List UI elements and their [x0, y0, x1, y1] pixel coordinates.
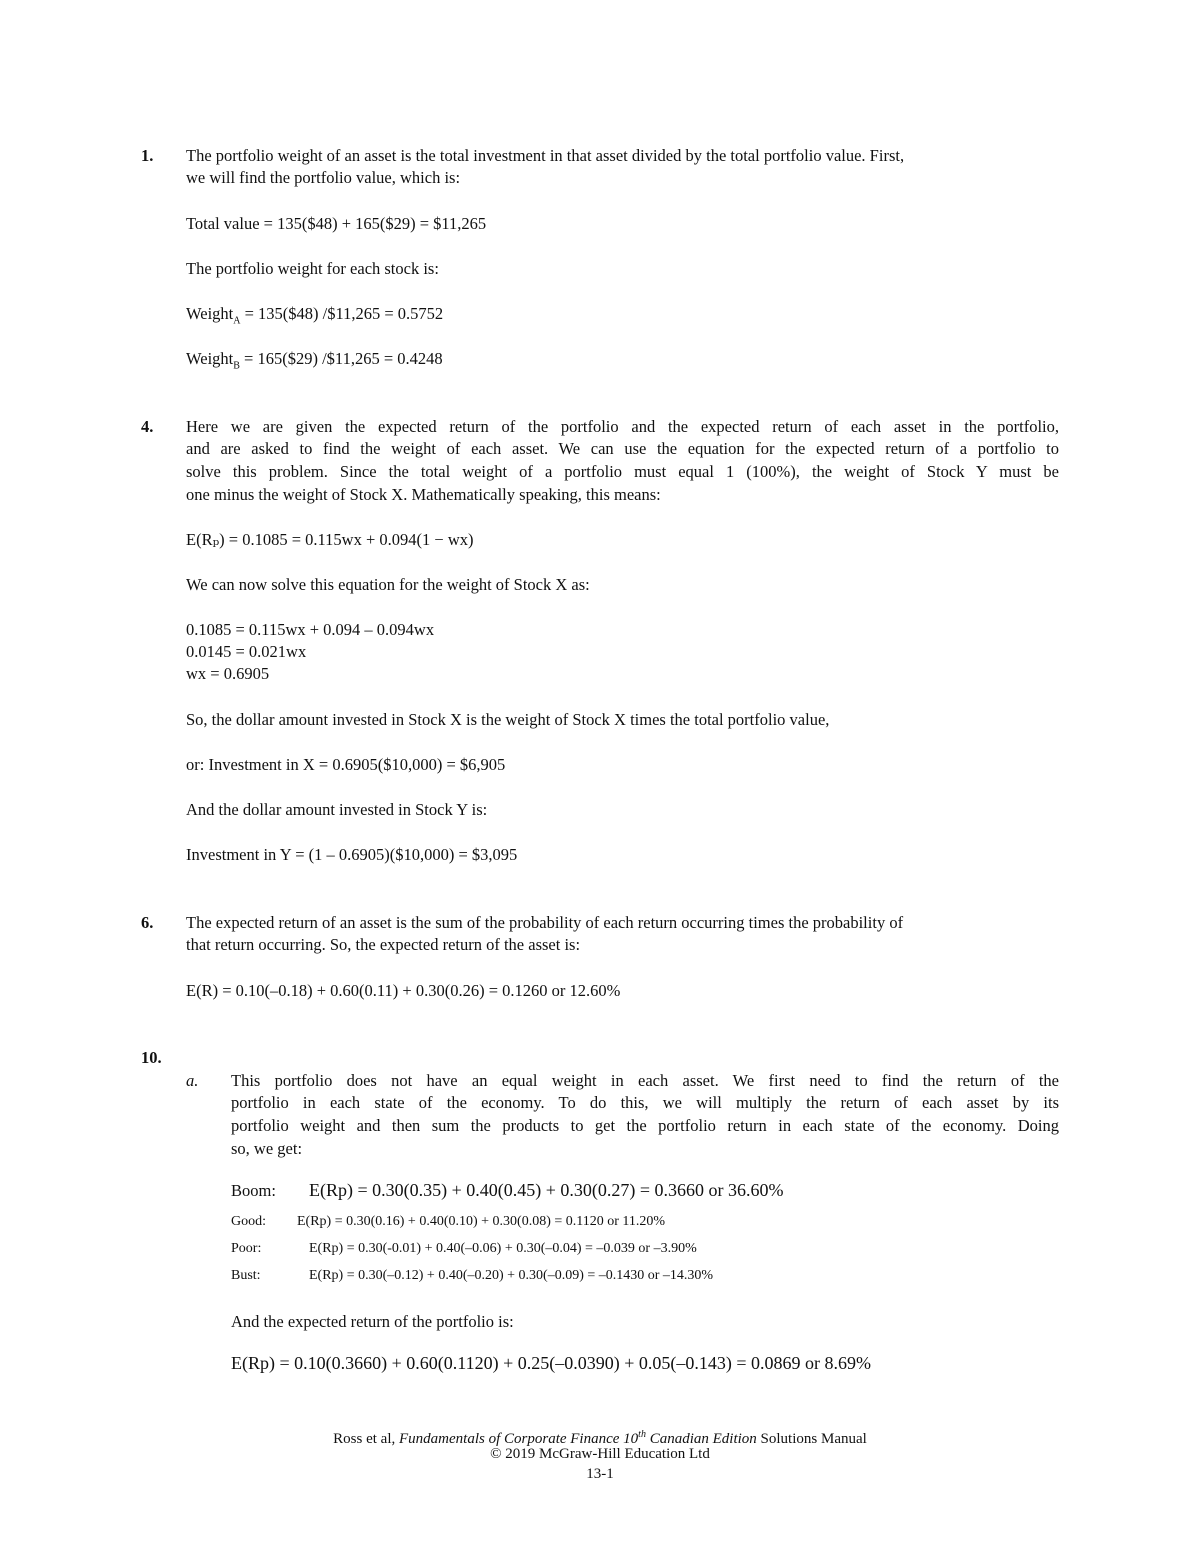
q10-paragraph-line-3: portfolio weight and then sum the products to get the portfolio return in each state of the economy. Doing: [231, 1116, 1059, 1135]
q4-paragraph-line-2: and are asked to find the weight of each asset. We can use the equation for the expected return of a portfolio to: [186, 439, 1059, 458]
question-4-number: 4.: [141, 417, 154, 436]
q10-good-label: Good:: [231, 1214, 266, 1229]
footer-citation: Ross et al, Fundamentals of Corporate Finance 10th Canadian Edition Solutions Manual: [333, 1429, 867, 1447]
q4-main-equation: E(Rₚ) = 0.1085 = 0.115wx + 0.094(1 − wx): [186, 530, 474, 549]
q1-total-value: Total value = 135($48) + 165($29) = $11,265: [186, 214, 487, 233]
q10-paragraph-line-1: This portfolio does not have an equal weight in each asset. We first need to find the return of the: [231, 1071, 1059, 1090]
question-1-number: 1.: [141, 146, 154, 165]
q4-y-intro: And the dollar amount invested in Stock Y is:: [186, 800, 488, 819]
q1-weight-b: Weight$_B$ = 165($29) /$11,265 = 0.4248: [186, 349, 443, 372]
q4-step-1: 0.1085 = 0.115wx + 0.094 – 0.094wx: [186, 620, 435, 639]
q4-solve-intro: We can now solve this equation for the weight of Stock X as:: [186, 575, 590, 594]
q10-paragraph-line-4: so, we get:: [231, 1139, 303, 1158]
question-10-number: 10.: [141, 1048, 162, 1067]
q10-expected-intro: And the expected return of the portfolio is:: [231, 1312, 514, 1331]
q4-step-3: wx = 0.6905: [186, 664, 270, 683]
q10-bust-equation: E(Rp) = 0.30(–0.12) + 0.40(–0.20) + 0.30(–0.09) = –0.1430 or –14.30%: [309, 1268, 714, 1283]
q10-expected-equation: E(Rp) = 0.10(0.3660) + 0.60(0.1120) + 0.25(–0.0390) + 0.05(–0.143) = 0.0869 or 8.69%: [231, 1353, 872, 1373]
q1-intro-line-1: The portfolio weight of an asset is the total investment in that asset divided by the total portfolio value. First,: [186, 146, 905, 165]
q10-poor-equation: E(Rp) = 0.30(-0.01) + 0.40(–0.06) + 0.30(–0.04) = –0.039 or –3.90%: [309, 1241, 697, 1256]
q4-paragraph-line-3: solve this problem. Since the total weight of a portfolio must equal 1 (100%), the weight of Stock Y must be: [186, 462, 1059, 481]
q4-paragraph-line-4: one minus the weight of Stock X. Mathematically speaking, this means:: [186, 485, 661, 504]
q6-paragraph-line-1: The expected return of an asset is the sum of the probability of each return occurring times the probability of: [186, 913, 904, 932]
q4-investment-x: or: Investment in X = 0.6905($10,000) = $6,905: [186, 755, 506, 774]
q4-step-2: 0.0145 = 0.021wx: [186, 642, 307, 661]
question-6-number: 6.: [141, 913, 154, 932]
q10-bust-label: Bust:: [231, 1268, 261, 1283]
q10-boom-label: Boom:: [231, 1181, 276, 1200]
q10-good-equation: E(Rp) = 0.30(0.16) + 0.40(0.10) + 0.30(0.08) = 0.1120 or 11.20%: [297, 1214, 666, 1229]
q6-paragraph-line-2: that return occurring. So, the expected return of the asset is:: [186, 935, 581, 954]
q10-boom-equation: E(Rp) = 0.30(0.35) + 0.40(0.45) + 0.30(0.27) = 0.3660 or 36.60%: [309, 1180, 784, 1200]
q4-paragraph-line-1: Here we are given the expected return of the portfolio and the expected return of each asset in the portfolio,: [186, 417, 1059, 436]
q1-intro-line-2: we will find the portfolio value, which is:: [186, 168, 461, 187]
footer-copyright: © 2019 McGraw-Hill Education Ltd: [490, 1446, 710, 1462]
q10-part-a-label: a.: [186, 1071, 199, 1090]
q6-equation: E(R) = 0.10(–0.18) + 0.60(0.11) + 0.30(0.26) = 0.1260 or 12.60%: [186, 981, 621, 1000]
q10-paragraph-line-2: portfolio in each state of the economy. To do this, we will multiply the return of each asset by its: [231, 1093, 1059, 1112]
q4-investment-y: Investment in Y = (1 – 0.6905)($10,000) = $3,095: [186, 845, 518, 864]
q4-dollar-intro: So, the dollar amount invested in Stock X is the weight of Stock X times the total portfolio value,: [186, 710, 830, 729]
q1-weight-a: Weight$_A$ = 135($48) /$11,265 = 0.5752: [186, 304, 444, 327]
footer-page-number: 13-1: [586, 1466, 614, 1482]
q10-poor-label: Poor:: [231, 1241, 262, 1256]
q1-weight-intro: The portfolio weight for each stock is:: [186, 259, 439, 278]
